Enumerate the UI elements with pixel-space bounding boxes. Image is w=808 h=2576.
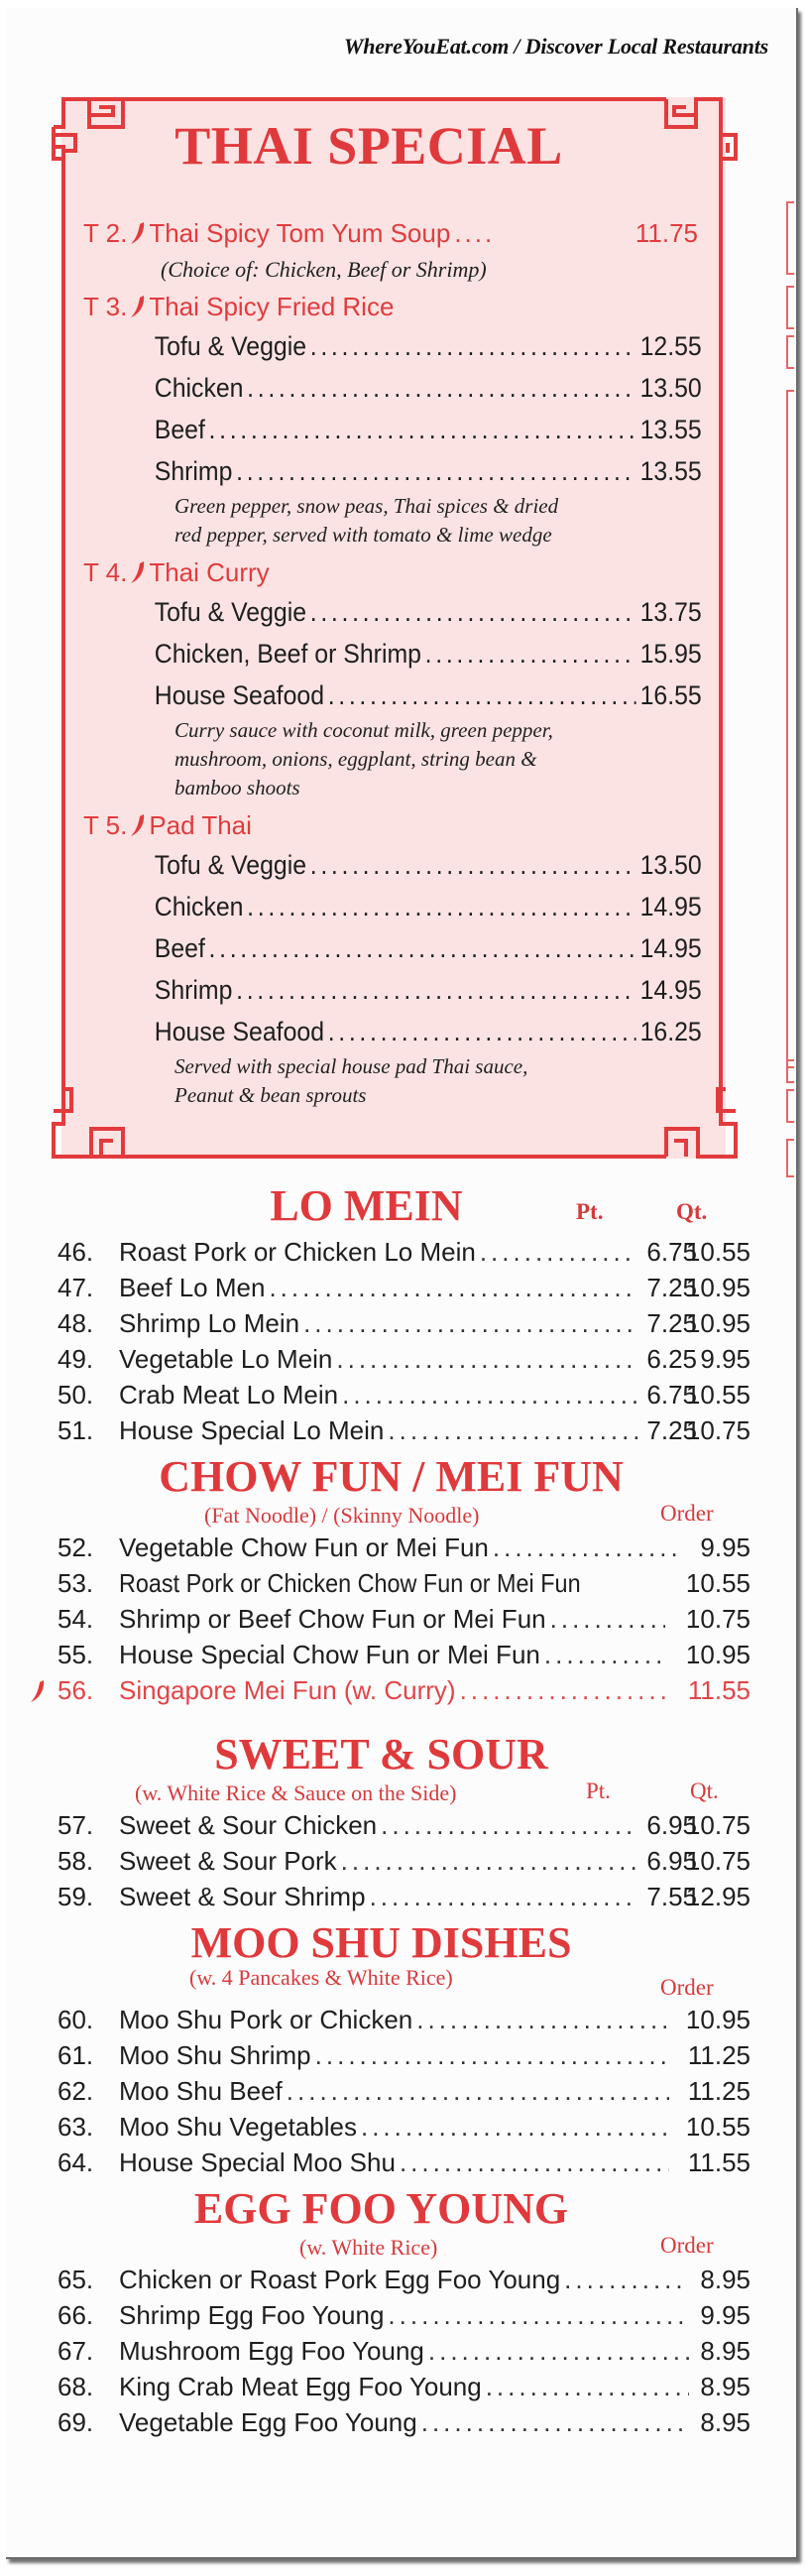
item-name bbox=[119, 2037, 669, 2073]
chili-pepper-icon bbox=[129, 220, 147, 246]
item-name bbox=[119, 1412, 637, 1448]
item-name-text: Moo Shu Pork or Chicken bbox=[119, 2005, 413, 2034]
menu-row[interactable] bbox=[6, 1377, 796, 1412]
price-quart: 10.95 bbox=[685, 1308, 750, 1338]
item-number: 46. bbox=[58, 1237, 94, 1267]
item-number: 47. bbox=[58, 1273, 94, 1302]
item-number: 49. bbox=[58, 1344, 94, 1374]
leader-dots bbox=[209, 927, 636, 969]
option-price: 16.25 bbox=[639, 1017, 702, 1046]
item-name bbox=[119, 2109, 669, 2145]
chili-pepper-icon bbox=[129, 812, 147, 838]
item-number: 61. bbox=[58, 2040, 94, 2070]
item-name: Thai Spicy Fried Rice bbox=[149, 292, 395, 321]
option-label: Tofu & Veggie bbox=[154, 331, 307, 361]
item-name bbox=[119, 1601, 665, 1637]
item-number: 64. bbox=[58, 2147, 94, 2177]
item-number: 65. bbox=[58, 2265, 94, 2294]
menu-row[interactable] bbox=[6, 1234, 796, 1270]
adjacent-page-border bbox=[786, 1089, 794, 1123]
section-title-sweet-sour bbox=[6, 1730, 796, 1779]
item-number: 50. bbox=[58, 1380, 94, 1410]
item-name-text: King Crab Meat Egg Foo Young bbox=[119, 2372, 482, 2401]
item-number: 66. bbox=[58, 2300, 94, 2330]
leader-dots bbox=[486, 2369, 689, 2404]
item-number: 63. bbox=[58, 2112, 94, 2142]
leader-dots bbox=[550, 1601, 665, 1637]
description-line: Green pepper, snow peas, Thai spices & dried bbox=[174, 494, 559, 518]
price-pint: 6.95 bbox=[646, 1810, 697, 1840]
item-number: 67. bbox=[58, 2336, 94, 2366]
item-name: Thai Curry bbox=[149, 557, 270, 587]
column-header-order: Order bbox=[660, 2233, 714, 2258]
noodle-sections bbox=[6, 1178, 796, 2440]
menu-page bbox=[6, 8, 798, 2559]
option-label: Beef bbox=[154, 415, 205, 444]
leader-dots bbox=[428, 2333, 689, 2369]
option-label: Shrimp bbox=[154, 456, 233, 486]
section-title-moo-shu bbox=[6, 1918, 796, 1968]
item-price: 11.75 bbox=[635, 218, 698, 248]
price-quart: 10.55 bbox=[685, 1380, 750, 1410]
description-line: bamboo shoots bbox=[174, 776, 300, 799]
item-name-text: Moo Shu Shrimp bbox=[119, 2040, 311, 2070]
menu-row[interactable] bbox=[6, 1341, 796, 1377]
option-price: 13.50 bbox=[639, 850, 702, 880]
price-order: 9.95 bbox=[700, 2300, 750, 2330]
description-line: Curry sauce with coconut milk, green pepper, bbox=[174, 718, 553, 742]
item-name bbox=[119, 2297, 689, 2333]
adjacent-page-border bbox=[786, 1139, 794, 1177]
item-name-text: House Special Moo Shu bbox=[119, 2147, 396, 2177]
item-number: T 2. bbox=[83, 218, 128, 248]
item-name-text: Mushroom Egg Foo Young bbox=[119, 2336, 424, 2366]
item-description bbox=[83, 1052, 718, 1110]
leader-dots bbox=[388, 2297, 689, 2333]
thai-special-box bbox=[52, 87, 746, 1168]
item-name-text: Crab Meat Lo Mein bbox=[119, 1380, 339, 1410]
menu-row[interactable] bbox=[6, 2073, 796, 2109]
menu-item-t5[interactable] bbox=[83, 806, 718, 844]
item-name bbox=[119, 1377, 637, 1412]
section-title-lo-mein bbox=[6, 1178, 796, 1234]
item-number: 58. bbox=[58, 1846, 94, 1876]
option-label: Chicken bbox=[154, 892, 244, 921]
section-subtitle-text: (Fat Noodle) / (Skinny Noodle) bbox=[204, 1503, 480, 1528]
section-subtitle bbox=[6, 1779, 796, 1807]
option-row[interactable] bbox=[83, 1011, 720, 1052]
item-name bbox=[119, 1530, 679, 1565]
item-name-text: Beef Lo Men bbox=[119, 1273, 266, 1302]
option-price: 13.55 bbox=[639, 456, 702, 486]
item-name-text: House Special Lo Mein bbox=[119, 1415, 385, 1445]
option-label: House Seafood bbox=[154, 1017, 325, 1046]
item-description bbox=[83, 716, 718, 802]
menu-item-t2[interactable] bbox=[83, 214, 718, 252]
item-number: 60. bbox=[58, 2005, 94, 2034]
thai-special-title: THAI SPECIAL bbox=[174, 116, 563, 176]
adjacent-page-border bbox=[786, 335, 794, 369]
adjacent-page-border bbox=[786, 390, 794, 1068]
menu-row[interactable] bbox=[6, 2404, 796, 2440]
item-name bbox=[119, 1807, 637, 1843]
item-number: 48. bbox=[58, 1308, 94, 1338]
option-label: Shrimp bbox=[154, 975, 233, 1005]
item-name-text: Shrimp or Beef Chow Fun or Mei Fun bbox=[119, 1604, 546, 1634]
option-row[interactable] bbox=[83, 927, 720, 969]
leader-dots bbox=[303, 1305, 637, 1341]
option-price: 12.55 bbox=[639, 331, 702, 361]
option-row[interactable] bbox=[83, 409, 720, 450]
menu-row[interactable] bbox=[6, 2002, 796, 2037]
item-description bbox=[83, 492, 718, 550]
column-header-quart: Qt. bbox=[690, 1779, 719, 1803]
item-number: 54. bbox=[58, 1604, 94, 1634]
leader-dots bbox=[336, 1341, 637, 1377]
item-name-text: Shrimp Lo Mein bbox=[119, 1308, 300, 1338]
item-number: T 5. bbox=[83, 810, 128, 840]
leader-dots bbox=[342, 1377, 637, 1412]
option-label: Chicken, Beef or Shrimp bbox=[154, 639, 421, 669]
price-pint: 6.25 bbox=[646, 1344, 697, 1374]
menu-row[interactable] bbox=[6, 2333, 796, 2369]
option-price: 16.55 bbox=[639, 680, 702, 710]
option-row[interactable] bbox=[83, 450, 720, 492]
price-pint: 7.55 bbox=[646, 1882, 697, 1911]
menu-row[interactable] bbox=[6, 2037, 796, 2073]
option-row[interactable] bbox=[83, 969, 720, 1011]
price-order: 11.55 bbox=[687, 1675, 750, 1705]
section-title-text: MOO SHU DISHES bbox=[190, 1918, 572, 1967]
option-row[interactable] bbox=[83, 591, 720, 633]
item-name bbox=[119, 1565, 687, 1601]
item-name-text: Chicken or Roast Pork Egg Foo Young bbox=[119, 2265, 561, 2294]
adjacent-page-border bbox=[786, 286, 794, 329]
item-number: 52. bbox=[58, 1533, 94, 1562]
column-header-pint: Pt. bbox=[586, 1779, 611, 1803]
leader-dots bbox=[209, 409, 636, 450]
section-subtitle bbox=[6, 1965, 796, 2002]
leader-dots bbox=[421, 2404, 689, 2440]
item-name: Thai Spicy Tom Yum Soup bbox=[149, 218, 451, 248]
column-header-pint: Pt. bbox=[576, 1199, 604, 1224]
option-price: 15.95 bbox=[639, 639, 702, 669]
item-number: 62. bbox=[58, 2076, 94, 2106]
adjacent-page-border bbox=[786, 201, 794, 275]
price-quart: 10.75 bbox=[685, 1846, 750, 1876]
adjacent-page-border bbox=[786, 1059, 794, 1083]
section-subtitle-text: (w. 4 Pancakes & White Rice) bbox=[189, 1965, 453, 1990]
item-number: 68. bbox=[58, 2372, 94, 2401]
option-price: 14.95 bbox=[639, 933, 702, 963]
item-name-text: Vegetable Lo Mein bbox=[119, 1344, 333, 1374]
item-number: 69. bbox=[58, 2407, 94, 2437]
menu-row[interactable] bbox=[6, 2369, 796, 2404]
item-name-text: Sweet & Sour Pork bbox=[119, 1846, 337, 1876]
option-label: Tofu & Veggie bbox=[154, 597, 307, 627]
price-order: 11.25 bbox=[687, 2040, 750, 2070]
item-choice-note: (Choice of: Chicken, Beef or Shrimp) bbox=[161, 257, 487, 282]
item-name bbox=[119, 1843, 637, 1879]
leader-dots: .... bbox=[454, 218, 496, 248]
leader-dots bbox=[361, 2109, 669, 2145]
item-name bbox=[119, 1341, 637, 1377]
item-name bbox=[119, 1879, 637, 1914]
leader-dots bbox=[269, 1270, 637, 1305]
price-quart: 10.75 bbox=[685, 1810, 750, 1840]
leader-dots bbox=[236, 450, 636, 492]
column-header-order: Order bbox=[660, 1501, 714, 1526]
leader-dots bbox=[247, 367, 636, 409]
item-number: 56. bbox=[58, 1675, 94, 1705]
price-order: 10.95 bbox=[685, 2005, 750, 2034]
menu-row[interactable] bbox=[6, 1530, 796, 1565]
description-line: mushroom, onions, eggplant, string bean & bbox=[174, 747, 537, 771]
item-name-text: Roast Pork or Chicken Chow Fun or Mei Fun bbox=[119, 1568, 581, 1598]
thai-special-list bbox=[83, 214, 718, 1114]
section-subtitle-text: (w. White Rice & Sauce on the Side) bbox=[135, 1780, 457, 1805]
price-quart: 10.75 bbox=[685, 1415, 750, 1445]
section-title-text: SWEET & SOUR bbox=[214, 1730, 548, 1779]
section-title-text: CHOW FUN / MEI FUN bbox=[159, 1452, 624, 1501]
description-line: Served with special house pad Thai sauce, bbox=[174, 1054, 528, 1078]
option-row[interactable] bbox=[83, 633, 720, 675]
menu-row[interactable] bbox=[6, 2145, 796, 2180]
price-quart: 10.55 bbox=[685, 1237, 750, 1267]
item-name-text: House Special Chow Fun or Mei Fun bbox=[119, 1640, 540, 1669]
section-subtitle bbox=[6, 2234, 796, 2262]
item-number: 59. bbox=[58, 1882, 94, 1911]
item-name bbox=[119, 1672, 665, 1708]
section-subtitle-text: (w. White Rice) bbox=[299, 2235, 438, 2260]
price-order: 10.75 bbox=[685, 1604, 750, 1634]
item-name bbox=[119, 1234, 637, 1270]
option-price: 13.55 bbox=[639, 415, 702, 444]
menu-item-t3[interactable] bbox=[83, 288, 718, 325]
item-name: Pad Thai bbox=[149, 810, 252, 840]
option-price: 13.75 bbox=[639, 597, 702, 627]
price-order: 8.95 bbox=[700, 2336, 750, 2366]
item-name bbox=[119, 1637, 665, 1672]
item-name-text: Moo Shu Beef bbox=[119, 2076, 283, 2106]
menu-row[interactable] bbox=[6, 1270, 796, 1305]
menu-row[interactable] bbox=[6, 1843, 796, 1879]
menu-row[interactable] bbox=[6, 1601, 796, 1637]
price-quart: 9.95 bbox=[700, 1344, 750, 1374]
menu-row[interactable] bbox=[6, 1807, 796, 1843]
price-order: 10.95 bbox=[685, 1640, 750, 1669]
item-name bbox=[119, 2333, 689, 2369]
item-number: 57. bbox=[58, 1810, 94, 1840]
section-title-chow-fun bbox=[6, 1452, 796, 1502]
leader-dots bbox=[493, 1530, 679, 1565]
option-row[interactable] bbox=[83, 367, 720, 409]
price-order: 11.55 bbox=[687, 2147, 750, 2177]
section-title-egg-foo-young bbox=[6, 2184, 796, 2234]
price-order: 10.55 bbox=[685, 2112, 750, 2142]
item-name bbox=[119, 2145, 669, 2180]
leader-dots bbox=[341, 1843, 637, 1879]
leader-dots bbox=[425, 633, 636, 675]
item-name bbox=[119, 1270, 637, 1305]
price-pint: 7.25 bbox=[646, 1273, 697, 1302]
item-number: T 3. bbox=[83, 292, 128, 321]
leader-dots bbox=[310, 844, 636, 886]
option-row[interactable] bbox=[83, 325, 720, 367]
leader-dots bbox=[315, 2037, 669, 2073]
menu-row[interactable] bbox=[6, 2297, 796, 2333]
item-number: 53. bbox=[58, 1568, 94, 1598]
item-name-text: Roast Pork or Chicken Lo Mein bbox=[119, 1237, 476, 1267]
menu-row[interactable] bbox=[6, 1879, 796, 1914]
item-name-text: Sweet & Sour Shrimp bbox=[119, 1882, 366, 1911]
site-header[interactable]: WhereYouEat.com / Discover Local Restaurants bbox=[343, 34, 768, 59]
item-name-text: Vegetable Chow Fun or Mei Fun bbox=[119, 1533, 489, 1562]
item-name-text: Shrimp Egg Foo Young bbox=[119, 2300, 385, 2330]
item-name bbox=[119, 2262, 689, 2297]
chili-pepper-icon bbox=[129, 294, 147, 319]
column-header-quart: Qt. bbox=[676, 1199, 708, 1224]
menu-row[interactable] bbox=[6, 1305, 796, 1341]
item-name bbox=[119, 1305, 637, 1341]
menu-item-t4[interactable] bbox=[83, 553, 718, 591]
leader-dots bbox=[381, 1807, 637, 1843]
item-name-text: Sweet & Sour Chicken bbox=[119, 1810, 378, 1840]
item-name bbox=[119, 2073, 669, 2109]
option-label: Chicken bbox=[154, 373, 244, 403]
item-name-text: Singapore Mei Fun (w. Curry) bbox=[119, 1675, 456, 1705]
description-line: red pepper, served with tomato & lime wedge bbox=[174, 523, 552, 547]
item-number: 51. bbox=[58, 1415, 94, 1445]
leader-dots bbox=[328, 1011, 636, 1052]
price-order: 10.55 bbox=[685, 1568, 750, 1598]
leader-dots bbox=[236, 969, 636, 1011]
option-label: Tofu & Veggie bbox=[154, 850, 307, 880]
item-number: T 4. bbox=[83, 557, 128, 587]
item-name bbox=[119, 2002, 669, 2037]
section-title-text: EGG FOO YOUNG bbox=[193, 2184, 569, 2233]
option-price: 13.50 bbox=[639, 373, 702, 403]
price-quart: 10.95 bbox=[685, 1273, 750, 1302]
menu-row[interactable] bbox=[6, 1412, 796, 1448]
price-order: 11.25 bbox=[687, 2076, 750, 2106]
price-order: 9.95 bbox=[700, 1533, 750, 1562]
leader-dots bbox=[480, 1234, 637, 1270]
item-name bbox=[119, 2369, 689, 2404]
leader-dots bbox=[400, 2145, 669, 2180]
description-line: Peanut & bean sprouts bbox=[174, 1083, 367, 1107]
item-name-text: Vegetable Egg Foo Young bbox=[119, 2407, 417, 2437]
item-number: 55. bbox=[58, 1640, 94, 1669]
leader-dots bbox=[544, 1637, 665, 1672]
option-row[interactable] bbox=[83, 886, 720, 927]
leader-dots bbox=[460, 1672, 665, 1708]
option-label: House Seafood bbox=[154, 680, 325, 710]
column-header-order: Order bbox=[660, 1975, 714, 2000]
option-price: 14.95 bbox=[639, 892, 702, 921]
leader-dots bbox=[388, 1412, 637, 1448]
leader-dots bbox=[328, 675, 636, 716]
price-order: 8.95 bbox=[700, 2265, 750, 2294]
chili-pepper-icon bbox=[30, 1678, 46, 1704]
option-row[interactable] bbox=[83, 844, 720, 886]
item-name bbox=[119, 2404, 689, 2440]
chili-pepper-icon bbox=[129, 559, 147, 585]
price-pint: 7.25 bbox=[646, 1308, 697, 1338]
section-subtitle bbox=[6, 1502, 796, 1530]
leader-dots bbox=[287, 2073, 669, 2109]
menu-row[interactable] bbox=[6, 1637, 796, 1672]
section-title-text: LO MEIN bbox=[270, 1181, 463, 1230]
leader-dots bbox=[310, 325, 636, 367]
menu-row[interactable] bbox=[6, 2262, 796, 2297]
leader-dots bbox=[247, 886, 636, 927]
menu-row[interactable] bbox=[6, 1565, 796, 1601]
menu-row-spicy[interactable] bbox=[6, 1672, 796, 1708]
price-pint: 7.25 bbox=[646, 1415, 697, 1445]
leader-dots bbox=[416, 2002, 669, 2037]
price-order: 8.95 bbox=[700, 2372, 750, 2401]
price-pint: 6.75 bbox=[646, 1237, 697, 1267]
item-name-text: Moo Shu Vegetables bbox=[119, 2112, 357, 2142]
leader-dots bbox=[310, 591, 636, 633]
option-row[interactable] bbox=[83, 675, 720, 716]
price-order: 8.95 bbox=[700, 2407, 750, 2437]
leader-dots bbox=[370, 1879, 637, 1914]
option-price: 14.95 bbox=[639, 975, 702, 1005]
menu-row[interactable] bbox=[6, 2109, 796, 2145]
option-label: Beef bbox=[154, 933, 205, 963]
price-quart: 12.95 bbox=[685, 1882, 750, 1911]
price-pint: 6.95 bbox=[646, 1846, 697, 1876]
price-pint: 6.75 bbox=[646, 1380, 697, 1410]
